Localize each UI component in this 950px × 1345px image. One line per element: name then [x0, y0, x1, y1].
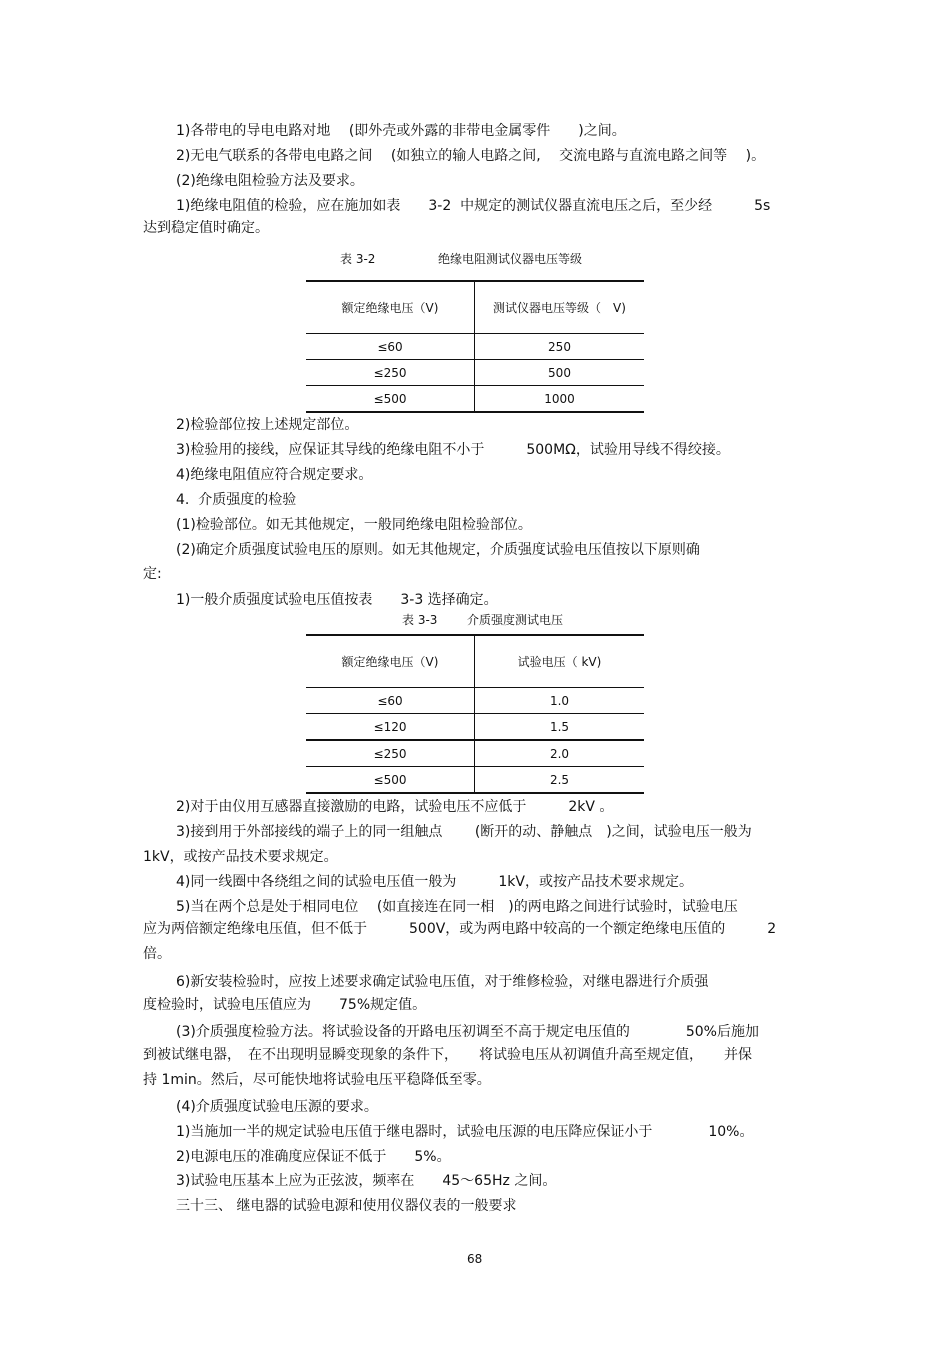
- table-header-cell: 试验电压（ kV): [475, 635, 645, 688]
- table-cell: 2.5: [475, 767, 645, 794]
- text-line: (2)确定介质强度试验电压的原则。如无其他规定，介质强度试验电压值按以下原则确: [176, 542, 700, 558]
- table-row: [306, 386, 644, 413]
- table-row: [306, 714, 644, 741]
- table-row: [306, 767, 644, 794]
- text-line: (3)介质强度检验方法。将试验设备的开路电压初调至不高于规定电压值的 50%后施加: [176, 1024, 759, 1040]
- text-line: 1)各带电的导电电路对地 (即外壳或外露的非带电金属零件 )之间。: [176, 123, 626, 139]
- page-number: 68: [467, 1252, 483, 1266]
- text-line: 达到稳定值时确定。: [143, 220, 269, 236]
- text-line: (2)绝缘电阻检验方法及要求。: [176, 173, 364, 189]
- table-cell: ≤60: [306, 688, 475, 714]
- table-cell: ≤60: [306, 334, 475, 360]
- table-row: [306, 740, 644, 767]
- text-line: 4)绝缘电阻值应符合规定要求。: [176, 467, 373, 483]
- table-cell: 1.0: [475, 688, 645, 714]
- table-caption-title: 介质强度测试电压: [467, 613, 564, 627]
- text-line: (4)介质强度试验电压源的要求。: [176, 1099, 378, 1115]
- table-cell: 1.5: [475, 714, 645, 741]
- text-line: 3)检验用的接线，应保证其导线的绝缘电阻不小于 500MΩ，试验用导线不得绞接。: [176, 442, 730, 458]
- table-cell: ≤250: [306, 740, 475, 767]
- text-line: 3)试验电压基本上应为正弦波，频率在 45～65Hz 之间。: [176, 1173, 557, 1189]
- table-cell: ≤500: [306, 767, 475, 794]
- table-row: [306, 688, 644, 714]
- dielectric-strength-table: [306, 634, 644, 794]
- text-line: 6)新安装检验时，应按上述要求确定试验电压值，对于维修检验，对继电器进行介质强: [176, 974, 709, 990]
- text-line: (1)检验部位。如无其他规定，一般同绝缘电阻检验部位。: [176, 517, 532, 533]
- table-row: [306, 360, 644, 386]
- text-line: 1kV，或按产品技术要求规定。: [143, 849, 338, 865]
- table-header-cell: 额定绝缘电压（V): [306, 635, 475, 688]
- text-line: 度检验时，试验电压值应为 75%规定值。: [143, 997, 427, 1013]
- table-cell: 2.0: [475, 740, 645, 767]
- text-line: 4)同一线圈中各绕组之间的试验电压值一般为 1kV，或按产品技术要求规定。: [176, 874, 693, 890]
- table-header-cell: 额定绝缘电压（V): [306, 281, 475, 334]
- text-line: 5)当在两个总是处于相同电位 (如直接连在同一相 )的两电路之间进行试验时，试验电压: [176, 899, 738, 915]
- text-line: 2)对于由仪用互感器直接激励的电路，试验电压不应低于 2kV 。: [176, 799, 614, 815]
- text-line: 1)绝缘电阻值的检验，应在施加如表 3-2 中规定的测试仪器直流电压之后，至少经 5s: [176, 198, 771, 214]
- insulation-voltage-table: [306, 280, 644, 413]
- table-caption-title: 绝缘电阻测试仪器电压等级: [438, 252, 583, 266]
- section-heading: 4. 介质强度的检验: [176, 492, 297, 508]
- text-line: 应为两倍额定绝缘电压值，但不低于 500V，或为两电路中较高的一个额定绝缘电压值的 2: [143, 921, 777, 937]
- table-cell: ≤250: [306, 360, 475, 386]
- text-line: 2)检验部位按上述规定部位。: [176, 417, 359, 433]
- table-cell: 1000: [475, 386, 645, 413]
- text-line: 到被试继电器， 在不出现明显瞬变现象的条件下， 将试验电压从初调值升高至规定值， 并保: [143, 1047, 752, 1063]
- table-cell: 500: [475, 360, 645, 386]
- text-line: 3)接到用于外部接线的端子上的同一组触点 (断开的动、静触点 )之间，试验电压一般为: [176, 824, 752, 840]
- table-row: [306, 334, 644, 360]
- text-line: 1)一般介质强度试验电压值按表 3-3 选择确定。: [176, 592, 498, 608]
- table-caption-number: 表 3-2: [340, 252, 376, 266]
- text-line: 1)当施加一半的规定试验电压值于继电器时，试验电压源的电压降应保证小于 10%。: [176, 1124, 754, 1140]
- section-heading: 三十三、 继电器的试验电源和使用仪器仪表的一般要求: [176, 1198, 517, 1214]
- table-cell: ≤500: [306, 386, 475, 413]
- text-line: 倍。: [143, 946, 171, 962]
- text-line: 持 1min。然后，尽可能快地将试验电压平稳降低至零。: [143, 1072, 491, 1088]
- table-cell: ≤120: [306, 714, 475, 741]
- text-line: 2)电源电压的准确度应保证不低于 5%。: [176, 1149, 451, 1165]
- table-header-cell: 测试仪器电压等级（ V): [475, 281, 645, 334]
- text-line: 定:: [143, 566, 162, 582]
- table-cell: 250: [475, 334, 645, 360]
- table-caption-number: 表 3-3: [402, 613, 438, 627]
- text-line: 2)无电气联系的各带电电路之间 (如独立的输人电路之间, 交流电路与直流电路之间等 )。: [176, 148, 766, 164]
